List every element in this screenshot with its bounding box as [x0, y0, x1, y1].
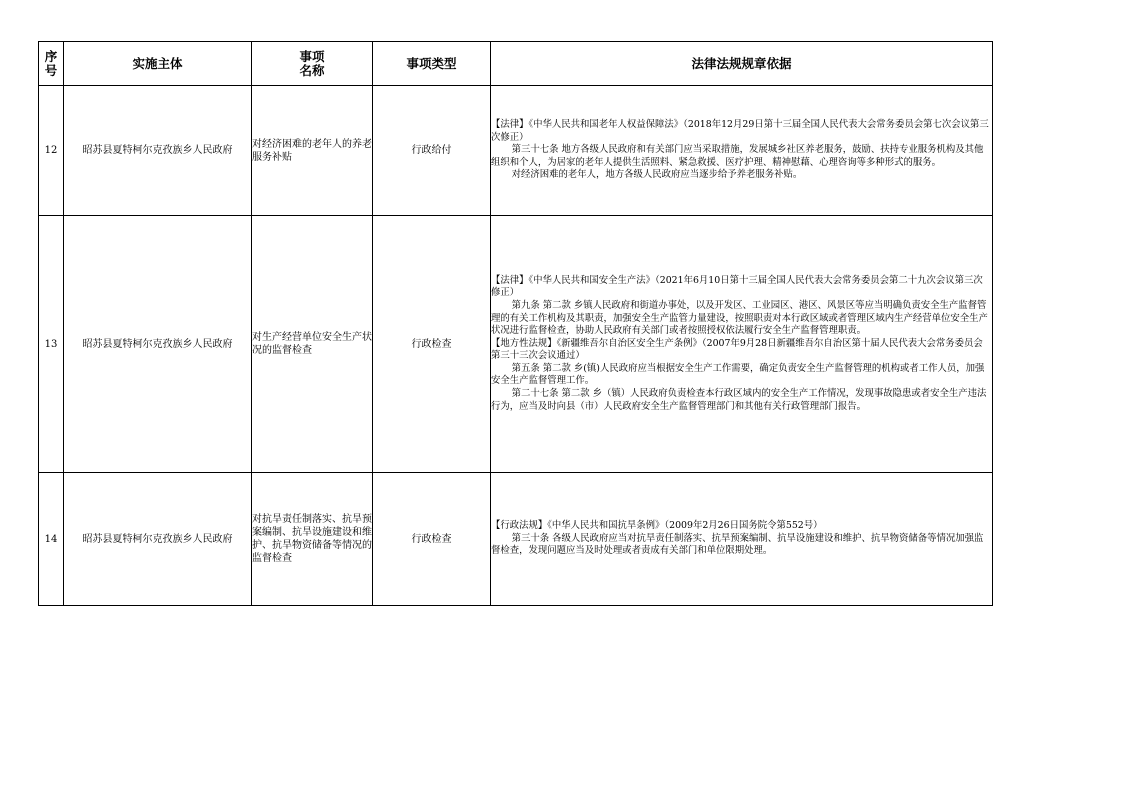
row-item-type: 行政检查 [373, 216, 491, 473]
row-subject: 昭苏县夏特柯尔克孜族乡人民政府 [64, 216, 252, 473]
header-subject: 实施主体 [64, 42, 252, 86]
header-row [39, 42, 993, 86]
basis-article: 第九条 第二款 乡镇人民政府和街道办事处，以及开发区、工业园区、港区、风景区等应当明确负责安全生产监督管理的有关工作机构及其职责，加强安全生产监管力量建设，按照职责对本行政区域或者管理区域内生产经营单位安全生产状况进行监督检查，协助人民政府有关部门或者按照授权依法履行安全生产监督管理职责。 [491, 299, 988, 337]
basis-article: 第二十七条 第二款 乡（镇）人民政府负责检查本行政区域内的安全生产工作情况，发现事故隐患或者安全生产违法行为，应当及时向县（市）人民政府安全生产监督管理部门和其他有关行政管理部门报告。 [491, 388, 987, 412]
row-basis [491, 473, 993, 606]
row-item-type: 行政检查 [373, 473, 491, 606]
header-item-name-line2: 名称 [299, 62, 325, 78]
basis-article: 第三十条 各级人民政府应当对抗旱责任制落实、抗旱预案编制、抗旱设施建设和维护、抗旱物资储备等情况加强监督检查，发现问题应当及时处理或者责成有关部门和单位限期处理。 [491, 532, 984, 557]
row-item-name: 对经济困难的老年人的养老服务补贴 [252, 86, 373, 216]
header-basis: 法律法规规章依据 [491, 42, 993, 86]
basis-heading: 【法律】《中华人民共和国安全生产法》（2021年6月10日第十三届全国人民代表大会常务委员会第二十九次会议第三次修正） [491, 274, 983, 299]
header-item-type: 事项类型 [373, 42, 491, 86]
table-row [39, 473, 993, 606]
table-row [39, 86, 993, 216]
row-item-name: 对生产经营单位安全生产状况的监督检查 [252, 216, 373, 473]
header-item-name [252, 42, 373, 86]
basis-heading: 【行政法规】《中华人民共和国抗旱条例》（2009年2月26日国务院令第552号） [491, 520, 823, 532]
row-seq: 12 [39, 86, 64, 216]
header-seq-line1: 序 [44, 48, 58, 64]
row-subject: 昭苏县夏特柯尔克孜族乡人民政府 [64, 473, 252, 606]
basis-article: 对经济困难的老年人，地方各级人民政府应当逐步给予养老服务补贴。 [511, 169, 803, 181]
basis-article: 第五条 第二款 乡(镇)人民政府应当根据安全生产工作需要，确定负责安全生产监督管理的机构或者工作人员，加强安全生产监督管理工作。 [491, 362, 985, 387]
header-seq [39, 42, 64, 86]
header-item-name-line1: 事项 [299, 48, 325, 64]
row-seq: 13 [39, 216, 64, 473]
row-seq: 14 [39, 473, 64, 606]
row-basis [491, 86, 993, 216]
basis-article: 第三十七条 地方各级人民政府和有关部门应当采取措施，发展城乡社区养老服务，鼓励、扶持专业服务机构及其他组织和个人，为居家的老年人提供生活照料、紧急救援、医疗护理、精神慰藉、心理咨询等多种形式的服务。 [491, 144, 984, 168]
basis-heading: 【法律】《中华人民共和国老年人权益保障法》（2018年12月29日第十三届全国人民代表大会常务委员会第七次会议第三次修正） [491, 119, 989, 143]
row-subject: 昭苏县夏特柯尔克孜族乡人民政府 [64, 86, 252, 216]
table-row [39, 216, 993, 473]
row-item-name: 对抗旱责任制落实、抗旱预案编制、抗旱设施建设和维护、抗旱物资储备等情况的监督检查 [252, 473, 373, 606]
header-seq-line2: 号 [44, 62, 58, 78]
row-item-type: 行政给付 [373, 86, 491, 216]
row-basis [491, 216, 993, 473]
basis-heading: 【地方性法规】《新疆维吾尔自治区安全生产条例》（2007年9月28日新疆维吾尔自治区第十届人民代表大会常务委员会第三十三次会议通过） [491, 337, 983, 362]
records-table [38, 41, 993, 606]
